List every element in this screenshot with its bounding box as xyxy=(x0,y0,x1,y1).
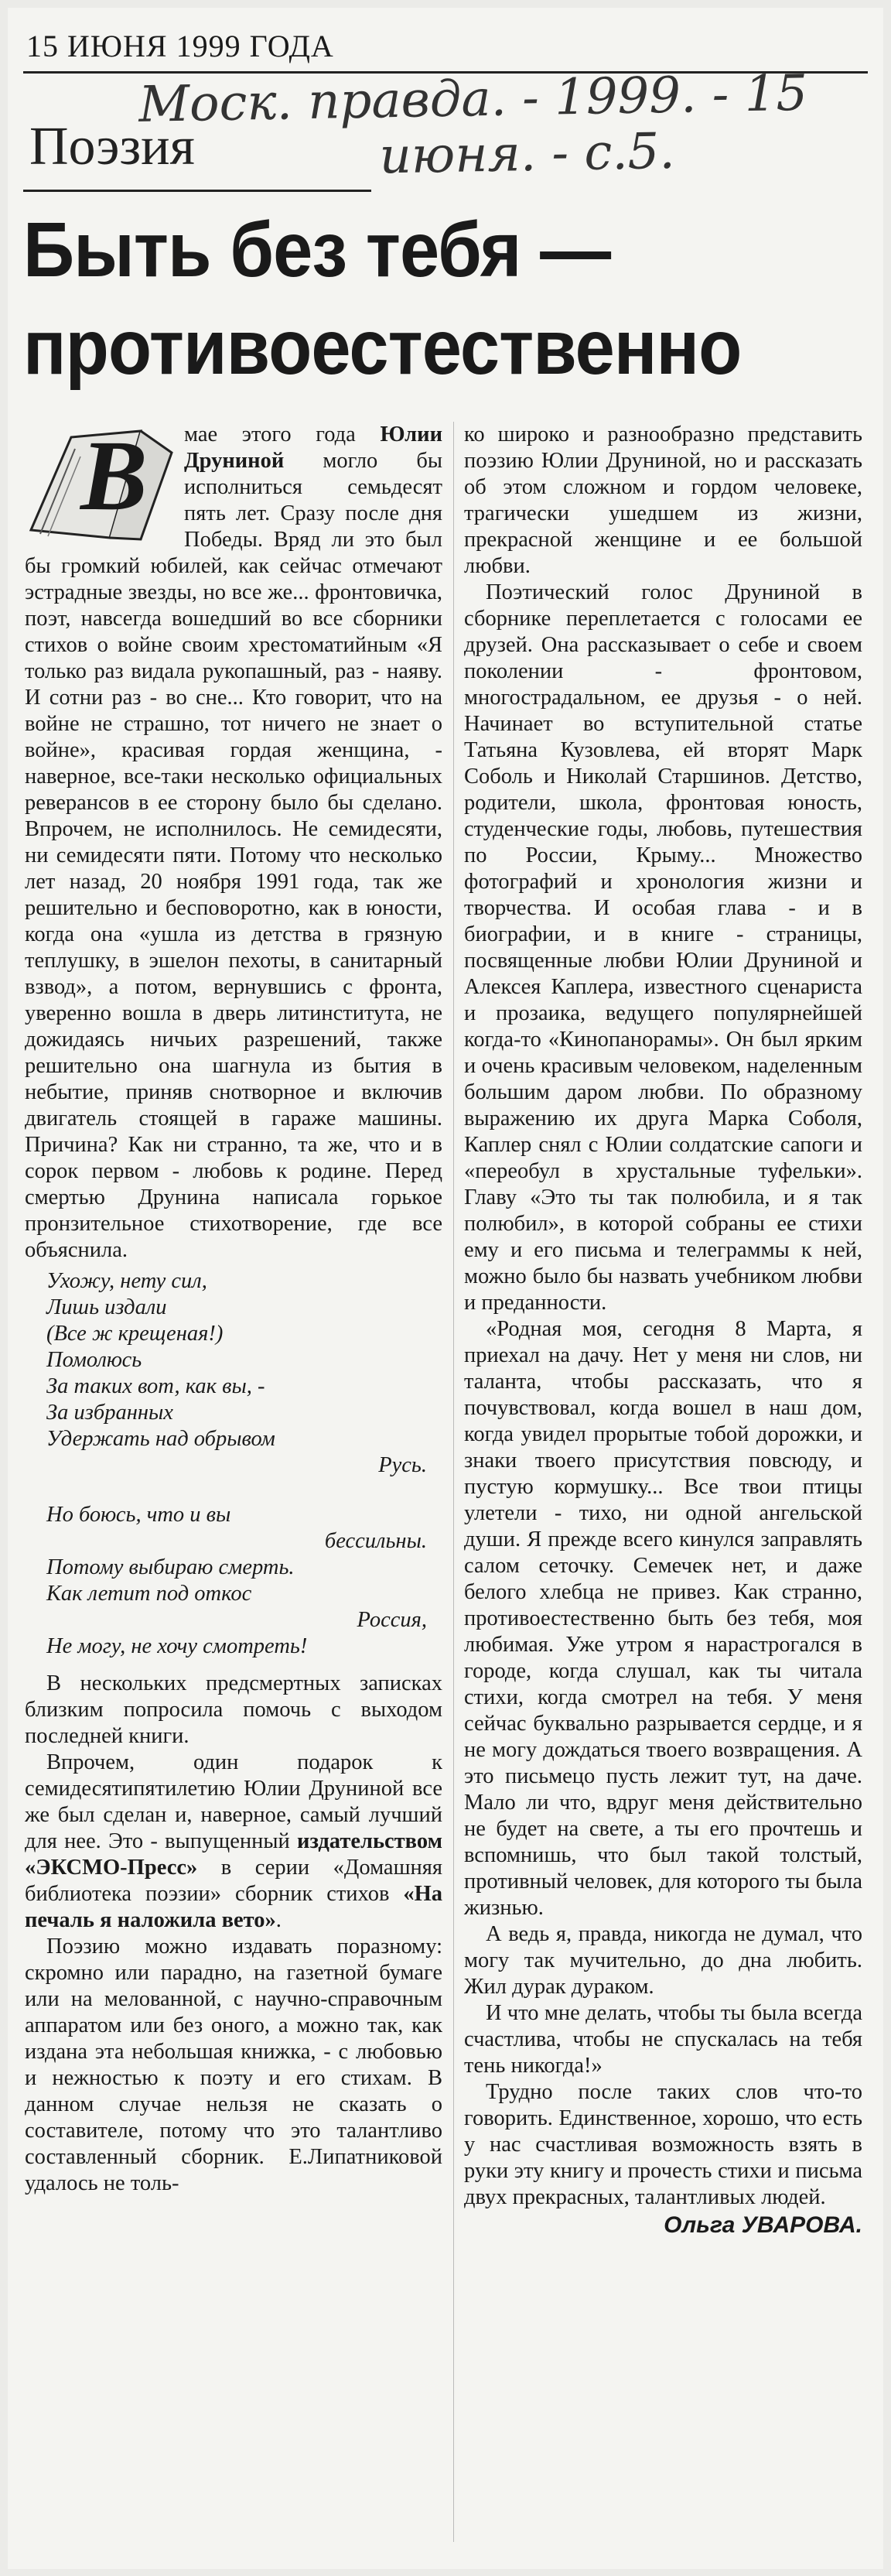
headline-line-1: Быть без тебя — xyxy=(23,207,611,293)
poem-line: Помолюсь xyxy=(46,1348,142,1372)
poem-line: бессильны. xyxy=(324,1529,427,1553)
publisher-name: издательством «ЭКСМО-Пресс» xyxy=(25,1829,442,1880)
poem-line: За таких вот, как вы, - xyxy=(46,1374,265,1398)
handwritten-note xyxy=(138,65,836,189)
poem-line: Удержать над обрывом xyxy=(46,1427,275,1451)
left-paragraph-1 xyxy=(25,422,442,1264)
dateline: 15 ИЮНЯ 1999 ГОДА xyxy=(26,29,334,63)
right-paragraph-4: А ведь я, правда, никогда не думал, что могу так мучительно, до дна любить. Жил дурак дураком. xyxy=(464,1922,862,1999)
author-signature: Ольга УВАРОВА. xyxy=(664,2212,862,2238)
column-divider xyxy=(453,422,454,2542)
poem-line: Ухожу, нету сил, xyxy=(46,1269,207,1293)
right-paragraph-1: ко широко и разнообразно представить поэзию Юлии Друниной, но и рассказать об этом сложном и гордом человеке, трагически ушедшем из жизни, прекрасной женщине и ее большой любви. xyxy=(464,422,862,578)
left-p1-a: мае этого года xyxy=(184,422,381,446)
poem-line: Потому выбираю смерть. xyxy=(46,1555,295,1579)
poem-line: Как летит под откос xyxy=(46,1582,252,1606)
poem-line: Россия, xyxy=(357,1608,427,1632)
poem-line: Русь. xyxy=(378,1453,427,1477)
right-paragraph-6: Трудно после таких слов что-то говорить. Единственное, хорошо, что есть у нас счастливая возможность взять в руки эту книгу и прочесть стихи и письма двух прекрасных, талантливых людей. xyxy=(464,2080,862,2209)
left-paragraph-3 xyxy=(25,1750,442,1934)
left-paragraph-2: В нескольких предсмертных записках близким попросила помочь с выходом последней книги. xyxy=(25,1671,442,1748)
poem-line: (Все ж крещеная!) xyxy=(46,1322,224,1346)
rubric: Поэзия xyxy=(29,117,195,176)
poet-name: Юлии Друниной xyxy=(184,422,442,473)
poem-stanza-gap xyxy=(25,1479,442,1502)
headline xyxy=(23,201,799,396)
right-paragraph-3: «Родная моя, сегодня 8 Марта, я приехал на дачу. Нет у меня ни слов, ни таланта, чтобы рассказать, что я почувствовал, когда вошел в наш дом, когда увидел прорытые тобой дорожки, и знаки твоего присутствия повсюду, и пустую кормушку... Все твои птицы улетели - тихо, ни одной ангельской души. Я прежде всего кинулся заправлять салом сеточку. Семечек нет, и даже белого хлебца не привез. Как странно, противоестественно быть без тебя, моя любимая. Уже утром я нарастрогался в городе, когда слушал, как ты читала стихи, когда смотрел на тебя. У меня сейчас буквально разрывается сердце, и я не могу дождаться твоего возвращения. А это письмецо пусть лежит тут, на даче. Мало ли что, вдруг меня действительно не будет на свете, а ты его прочтешь и вспомнишь, что был такой толстый, противный человек, для которого ты была жизнью. xyxy=(464,1317,862,1920)
dropcap-letter: В xyxy=(80,420,148,532)
rubric-rule xyxy=(23,190,371,192)
handnote-line-2: июня. - с.5. xyxy=(379,122,676,186)
right-paragraph-2: Поэтический голос Друниной в сборнике переплетается с голосами ее друзей. Она рассказывает о себе и своем поколении - фронтовом, многострадальном, ее друзья - о ней. Начинает во вступительной статье Татьяна Кузовлева, ей вторят Марк Соболь и Николай Старшинов. Детство, родители, школа, фронтовая юность, студенческие годы, любовь, путешествия по России, Крыму... Множество фотографий и хронология жизни и творчества. И особая глава - и в биографии, и в книге - страницы, посвященные любви Юлии Друниной и Алексея Каплера, известного сценариста и прозаика, ведущего популярнейшей когда-то «Кинопанорамы». Он был ярким и очень красивым человеком, наделенным большим даром любви. По образному выражению их друга Марка Соболя, Каплер снял с Юлии солдатские сапоги и «переобул в хрустальные туфельки». Главу «Это ты так полюбила, и я так полюбил», в которой собраны ее стихи ему и его письма и телеграммы к ней, можно было бы назвать учебником любви и преданности. xyxy=(464,580,862,1315)
poem-line: Лишь издали xyxy=(46,1295,167,1319)
left-p3-b: в серии «Домашняя библиотека поэзии» сборник стихов xyxy=(25,1856,442,1906)
left-p3-a: Впрочем, один подарок к семидесятипятилетию Юлии Друниной все же был сделан и, наверное, самый лучший для нее. Это - выпущенный xyxy=(25,1750,442,1853)
right-paragraph-5: И что мне делать, чтобы ты была всегда счастлива, чтобы не спускалась на тебя тень никогда!» xyxy=(464,2001,862,2078)
handnote-line-1: Моск. правда. - 1999. - 15 xyxy=(138,64,808,134)
poem-line: Не могу, не хочу смотреть! xyxy=(46,1634,308,1658)
poem-line: За избранных xyxy=(46,1401,173,1425)
poem-line: Но боюсь, что и вы xyxy=(46,1503,231,1527)
right-column xyxy=(464,422,862,2239)
left-column xyxy=(25,422,442,2197)
book-title: «На печаль я наложила вето» xyxy=(25,1882,442,1932)
left-paragraph-4: Поэзию можно издавать поразному: скромно или парадно, на газетной бумаге или на мелованной, с научно-справочным аппаратом или без оного, а можно так, как издана эта небольшая книжка, - с любовью и нежностью к поэту и его стихам. В данном случае нельзя не сказать о составителе, потому что это талантливо составленный сборник. Е.Липатниковой удалось не толь- xyxy=(25,1935,442,2195)
left-p3-c: . xyxy=(275,1908,282,1932)
dropcap xyxy=(25,422,176,541)
headline-line-2: противоестественно xyxy=(23,304,742,391)
poem xyxy=(25,1268,442,1660)
left-p1-b: могло бы исполниться семьдесят пять лет. Сразу после дня Победы. Вряд ли это был бы громкий юбилей, как сейчас отмечают эстрадные звезды, но все же... фронтовичка, поэт, навсегда вошедший во все сборники стихов о войне своим хрестоматийным «Я только раз видала рукопашный, раз - наяву. И сотни раз - во сне... Кто говорит, что на войне не страшно, тот ничего не знает о войне», красивая гордая женщина, - наверное, все-таки несколько официальных реверансов в ее сторону было бы сделано. Впрочем, не исполнилось. Не семидесяти, ни семидесяти пяти. Потому что несколько лет назад, 20 ноября 1991 года, так же решительно и бесповоротно, как в юности, когда она «ушла из детства в грязную теплушку, в эшелон пехоты, в санитарный взвод», а потом, вернувшись с фронта, уверенно вошла в дверь литинститута, не дожидаясь ничьих разрешений, также решительно она шагнула из бытия в небытие, приняв снотворное и включив двигатель стоящей в гараже машины. Причина? Как ни странно, та же, что и в сорок первом - любовь к родине. Перед смертью Друнина написала горькое пронзительное стихотворение, где все объяснила. xyxy=(25,449,442,1262)
